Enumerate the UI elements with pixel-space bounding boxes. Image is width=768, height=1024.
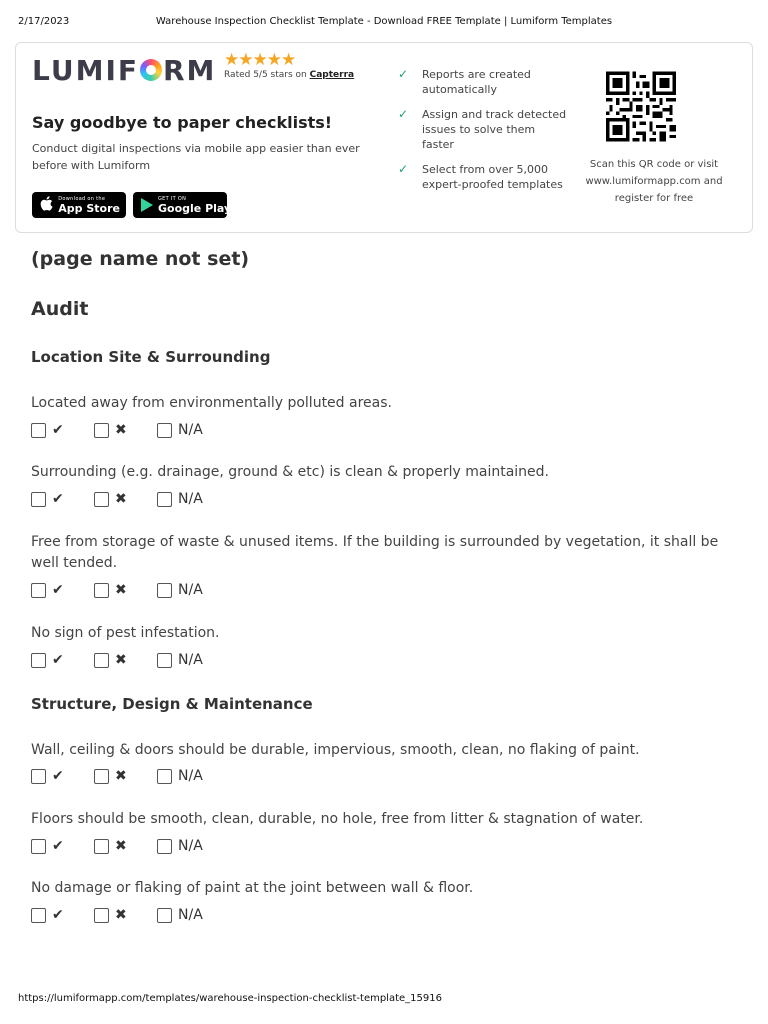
checkbox[interactable] bbox=[157, 769, 172, 784]
option-label: N/A bbox=[178, 768, 203, 784]
check-icon: ✓ bbox=[398, 107, 409, 121]
google-play-icon bbox=[141, 198, 153, 212]
rating-text bbox=[224, 70, 354, 80]
option-label: ✖ bbox=[115, 768, 127, 784]
option-label: ✖ bbox=[115, 491, 127, 507]
lumiform-logo[interactable] bbox=[32, 55, 216, 85]
capterra-link[interactable]: Capterra bbox=[309, 70, 355, 80]
checkbox[interactable] bbox=[31, 769, 46, 784]
answer-options bbox=[31, 906, 220, 924]
check-icon: ✓ bbox=[398, 162, 409, 176]
logo-text-right: RM bbox=[163, 53, 217, 87]
option-no[interactable] bbox=[94, 767, 157, 785]
feature-text: Assign and track detected issues to solve them faster bbox=[422, 108, 567, 151]
option-na[interactable] bbox=[157, 421, 220, 439]
option-yes[interactable] bbox=[31, 767, 94, 785]
option-yes[interactable] bbox=[31, 490, 94, 508]
checkbox[interactable] bbox=[31, 492, 46, 507]
option-na[interactable] bbox=[157, 651, 220, 669]
qr-caption: Scan this QR code or visit www.lumiformapp.com and register for free bbox=[585, 159, 723, 204]
option-label: N/A bbox=[178, 907, 203, 923]
rating bbox=[224, 51, 354, 80]
section-title: Location Site & Surrounding bbox=[31, 348, 271, 366]
checkbox[interactable] bbox=[94, 583, 109, 598]
option-label: N/A bbox=[178, 491, 203, 507]
apple-icon bbox=[38, 196, 55, 214]
question-text: Floors should be smooth, clean, durable, no hole, free from litter & stagnation of water. bbox=[31, 811, 644, 827]
question-text: Wall, ceiling & doors should be durable, impervious, smooth, clean, no flaking of paint. bbox=[31, 742, 640, 758]
feature-item bbox=[398, 67, 568, 97]
option-yes[interactable] bbox=[31, 581, 94, 599]
option-label: N/A bbox=[178, 652, 203, 668]
option-label: ✔ bbox=[52, 422, 64, 438]
option-label: ✖ bbox=[115, 652, 127, 668]
checkbox[interactable] bbox=[157, 423, 172, 438]
checkbox[interactable] bbox=[94, 423, 109, 438]
answer-options bbox=[31, 490, 220, 508]
feature-item bbox=[398, 162, 568, 192]
option-label: ✔ bbox=[52, 582, 64, 598]
option-label: ✔ bbox=[52, 768, 64, 784]
banner-headline: Say goodbye to paper checklists! bbox=[32, 113, 333, 132]
checkbox[interactable] bbox=[94, 653, 109, 668]
checkbox[interactable] bbox=[157, 839, 172, 854]
print-date: 2/17/2023 bbox=[18, 16, 70, 27]
checkbox[interactable] bbox=[31, 653, 46, 668]
logo-text-left: LUMIF bbox=[32, 53, 139, 87]
question-text: No sign of pest infestation. bbox=[31, 625, 220, 641]
question-text: Free from storage of waste & unused items. If the building is surrounded by vegetation, it shall be well tended. bbox=[31, 534, 719, 571]
print-footer-url: https://lumiformapp.com/templates/warehouse-inspection-checklist-template_15916 bbox=[18, 993, 442, 1004]
checkbox[interactable] bbox=[94, 492, 109, 507]
checkbox[interactable] bbox=[157, 583, 172, 598]
option-na[interactable] bbox=[157, 837, 220, 855]
option-na[interactable] bbox=[157, 490, 220, 508]
checkbox[interactable] bbox=[157, 653, 172, 668]
answer-options bbox=[31, 651, 220, 669]
question-text: No damage or flaking of paint at the joint between wall & floor. bbox=[31, 880, 474, 896]
audit-title: Audit bbox=[31, 298, 89, 320]
star-rating-icon: ★★★★★ bbox=[224, 50, 296, 70]
app-store-big: App Store bbox=[58, 201, 120, 215]
section-title: Structure, Design & Maintenance bbox=[31, 695, 313, 713]
page-name: (page name not set) bbox=[31, 248, 250, 270]
answer-options bbox=[31, 581, 220, 599]
option-na[interactable] bbox=[157, 767, 220, 785]
option-label: N/A bbox=[178, 422, 203, 438]
qr-code-icon[interactable] bbox=[606, 60, 676, 153]
checkbox[interactable] bbox=[31, 908, 46, 923]
option-no[interactable] bbox=[94, 906, 157, 924]
checkbox[interactable] bbox=[94, 839, 109, 854]
logo-o-icon bbox=[140, 59, 162, 81]
option-yes[interactable] bbox=[31, 837, 94, 855]
app-store-button[interactable] bbox=[32, 192, 126, 218]
google-play-big: Google Play bbox=[158, 201, 232, 215]
feature-text: Reports are created automatically bbox=[422, 68, 531, 96]
option-yes[interactable] bbox=[31, 906, 94, 924]
app-store-small: Download on the bbox=[58, 195, 106, 202]
feature-list bbox=[398, 67, 568, 202]
option-label: ✔ bbox=[52, 652, 64, 668]
option-label: N/A bbox=[178, 838, 203, 854]
option-no[interactable] bbox=[94, 421, 157, 439]
checkbox[interactable] bbox=[94, 908, 109, 923]
answer-options bbox=[31, 767, 220, 785]
option-label: ✔ bbox=[52, 491, 64, 507]
answer-options bbox=[31, 421, 220, 439]
option-no[interactable] bbox=[94, 837, 157, 855]
option-no[interactable] bbox=[94, 651, 157, 669]
option-label: ✔ bbox=[52, 838, 64, 854]
checkbox[interactable] bbox=[31, 839, 46, 854]
google-play-small: GET IT ON bbox=[158, 195, 187, 202]
option-yes[interactable] bbox=[31, 421, 94, 439]
option-label: ✔ bbox=[52, 907, 64, 923]
option-no[interactable] bbox=[94, 490, 157, 508]
option-label: ✖ bbox=[115, 838, 127, 854]
checkbox[interactable] bbox=[157, 492, 172, 507]
banner-subline: Conduct digital inspections via mobile app easier than ever before with Lumiform bbox=[32, 142, 360, 172]
option-label: ✖ bbox=[115, 422, 127, 438]
promo-banner bbox=[15, 42, 753, 233]
option-label: N/A bbox=[178, 582, 203, 598]
print-title: Warehouse Inspection Checklist Template - Download FREE Template | Lumiform Templates bbox=[155, 16, 613, 27]
checkbox[interactable] bbox=[157, 908, 172, 923]
question-text: Located away from environmentally polluted areas. bbox=[31, 395, 392, 411]
option-label: ✖ bbox=[115, 582, 127, 598]
option-label: ✖ bbox=[115, 907, 127, 923]
feature-text: Select from over 5,000 expert-proofed templates bbox=[422, 163, 563, 191]
rating-prefix: Rated 5/5 stars on bbox=[224, 70, 307, 80]
check-icon: ✓ bbox=[398, 67, 409, 81]
checkbox[interactable] bbox=[31, 583, 46, 598]
option-na[interactable] bbox=[157, 581, 220, 599]
google-play-button[interactable] bbox=[133, 192, 232, 218]
option-na[interactable] bbox=[157, 906, 220, 924]
checkbox[interactable] bbox=[94, 769, 109, 784]
question-text: Surrounding (e.g. drainage, ground & etc) is clean & properly maintained. bbox=[31, 464, 549, 480]
print-header bbox=[18, 16, 750, 30]
feature-item bbox=[398, 107, 568, 152]
option-yes[interactable] bbox=[31, 651, 94, 669]
answer-options bbox=[31, 837, 220, 855]
option-no[interactable] bbox=[94, 581, 157, 599]
checkbox[interactable] bbox=[31, 423, 46, 438]
